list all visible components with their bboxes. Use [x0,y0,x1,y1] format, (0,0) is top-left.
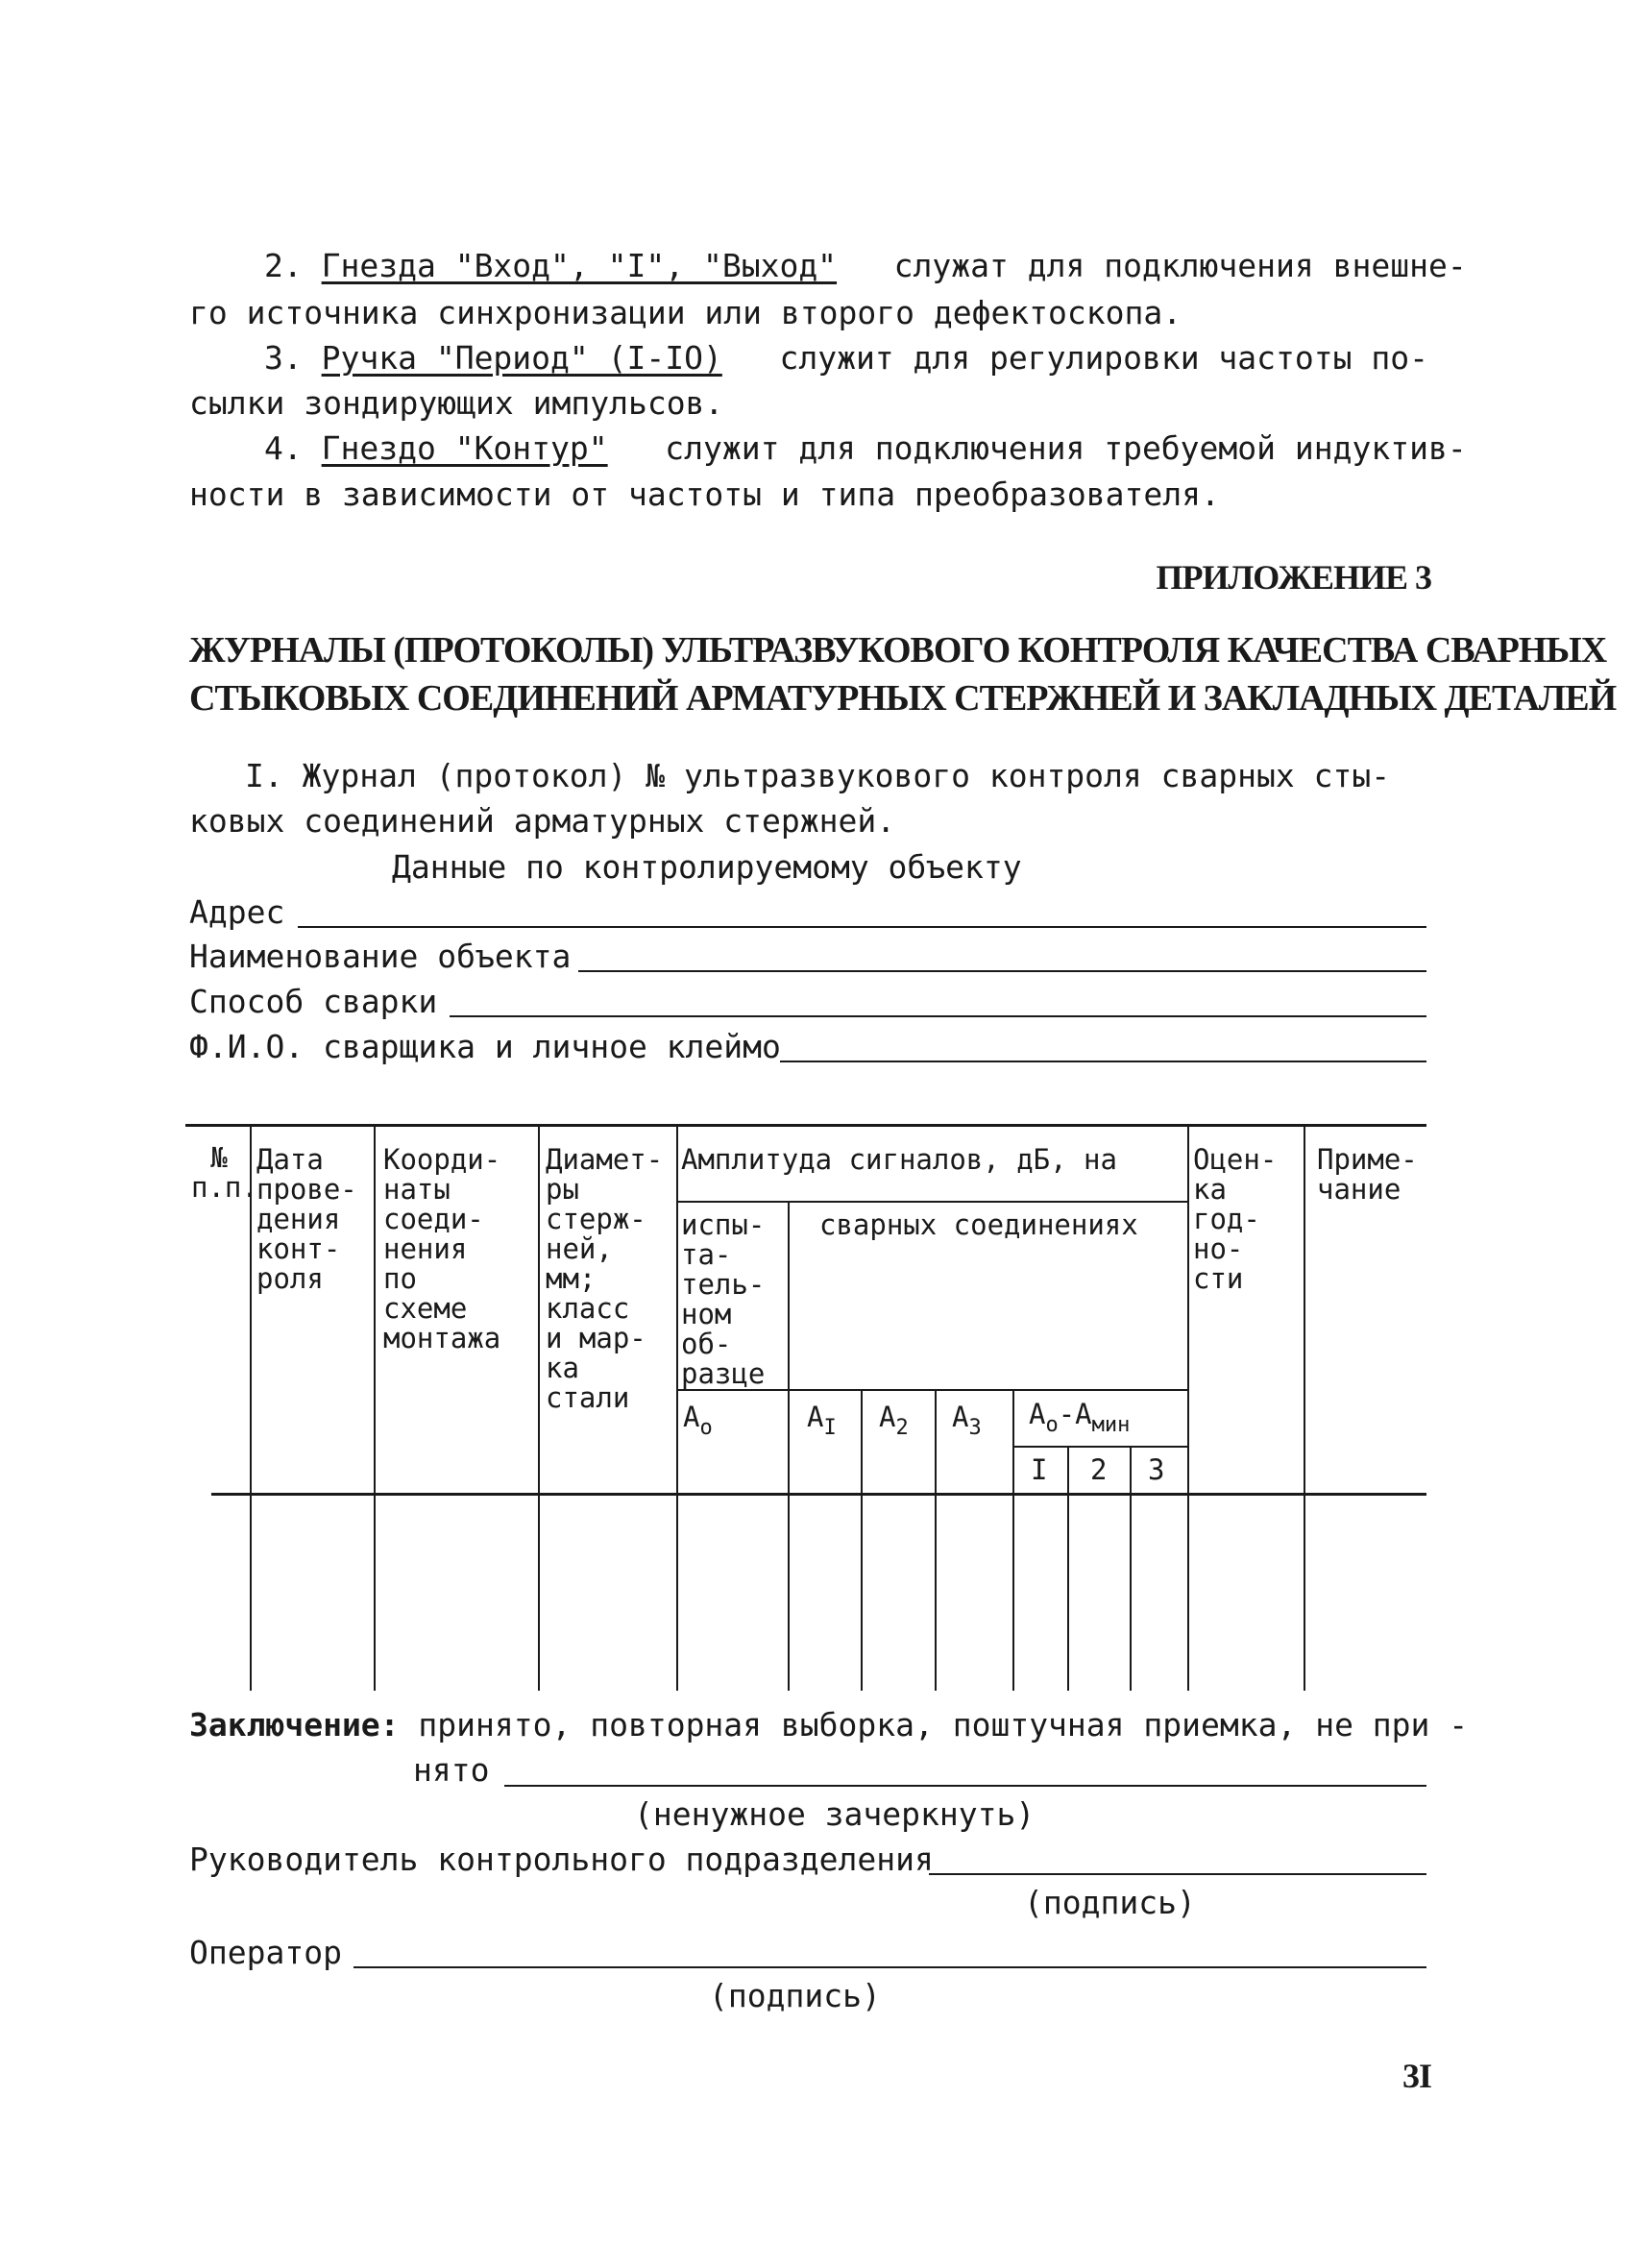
welding-method-label: Способ сварки [189,983,438,1020]
table-header-rule [211,1493,1426,1496]
v-line-2 [374,1124,376,1691]
conclusion-line[interactable] [504,1785,1426,1787]
head-signature-caption: (подпись) [1024,1884,1196,1921]
code-adiff-mid: -A [1058,1398,1092,1430]
inspection-table [185,1124,1426,1693]
code-a1-sub: I [823,1416,837,1440]
welding-method-line[interactable] [450,1015,1426,1017]
item-4-text: служит для подключения требуемой индуктив- [665,429,1467,467]
item-3-line1 [264,336,1428,380]
col-header-date: Дата прове- дения конт- роля [256,1143,357,1295]
object-data-heading: Данные по контролируемому объекту [392,848,1022,886]
head-label: Руководитель контрольного подразделения [189,1841,934,1878]
v-line-9 [1067,1446,1069,1691]
v-line-5 [788,1201,790,1691]
address-line[interactable] [298,926,1426,928]
section-title-line1: ЖУРНАЛЫ (ПРОТОКОЛЫ) УЛЬТРАЗВУКОВОГО КОНТРОЛЯ КАЧЕСТВА СВАРНЫХ [189,630,1607,671]
head-signature-line[interactable] [929,1873,1426,1875]
operator-label: Оператор [189,1934,342,1971]
conclusion-options: принято, повторная выборка, поштучная приемка, не при - [418,1706,1469,1744]
object-name-line[interactable] [578,970,1426,972]
v-line-12 [1304,1124,1305,1691]
code-a0 [683,1402,713,1443]
item-3-text: служит для регулировки частоты по- [779,339,1428,377]
v-line-1 [250,1124,252,1691]
page-number: 3I [1401,2057,1431,2095]
sub-col-2: 2 [1090,1453,1108,1486]
item-4-line2: ности в зависимости от частоты и типа преобразователя. [189,476,1220,513]
item-4-line1 [264,427,1467,471]
col-header-diameter: Диамет- ры стерж- ней, мм; класс и мар- ка стали [546,1143,664,1414]
item-4-num: 4. [264,429,303,467]
item-2-text: служат для подключения внешне- [893,247,1467,284]
v-line-4 [676,1124,678,1691]
code-a2 [879,1402,909,1443]
conclusion-label: Заключение: [189,1706,400,1744]
code-adiff [1029,1400,1130,1440]
col-header-note: Приме- чание [1317,1143,1418,1206]
v-line-8 [1012,1389,1014,1691]
sub-col-1: I [1031,1453,1048,1486]
journal-line2: ковых соединений арматурных стержней. [189,802,896,840]
amp-divider [676,1201,1187,1203]
address-label: Адрес [189,893,285,931]
code-a1 [807,1402,837,1443]
code-adiff-sub1: o [1045,1413,1059,1437]
v-line-6 [861,1389,863,1691]
col-header-rating: Оцен- ка год- но- сти [1193,1143,1278,1295]
col-header-number: № п.п. [191,1141,258,1204]
item-3-line2: сылки зондирующих импульсов. [189,384,724,422]
appendix-label: ПРИЛОЖЕНИЕ 3 [1156,558,1431,597]
code-a3-main: A [952,1401,969,1433]
col-header-amplitude: Амплитуда сигналов, дБ, на [681,1143,1117,1176]
adiff-divider [1012,1446,1187,1448]
v-line-11 [1187,1124,1189,1691]
conclusion-line2: нято [413,1751,490,1789]
code-a3 [952,1402,982,1443]
welder-line[interactable] [780,1061,1426,1062]
conclusion-note: (ненужное зачеркнуть) [634,1795,1036,1833]
object-name-label: Наименование объекта [189,938,572,975]
col-header-coords: Коорди- наты соеди- нения по схеме монтажа [383,1143,501,1354]
code-adiff-sub2: мин [1091,1413,1131,1437]
col-header-test-sample: испы- та- тель- ном об- разце [681,1208,766,1390]
v-line-3 [538,1124,540,1691]
section-title-line2: СТЫКОВЫХ СОЕДИНЕНИЙ АРМАТУРНЫХ СТЕРЖНЕЙ И ЗАКЛАДНЫХ ДЕТАЛЕЙ [189,678,1617,719]
code-a0-sub: o [699,1416,713,1440]
v-line-10 [1130,1446,1132,1691]
item-3-subject: Ручка "Период" (I-IO) [321,339,722,377]
code-a0-main: A [683,1401,700,1433]
sub-col-3: 3 [1148,1453,1165,1486]
code-a3-sub: 3 [968,1416,982,1440]
code-adiff-a: A [1029,1398,1046,1430]
item-2-num: 2. [264,247,303,284]
conclusion-line1 [189,1703,1468,1747]
operator-signature-caption: (подпись) [709,1977,881,2014]
operator-signature-line[interactable] [353,1966,1426,1968]
journal-line1: I. Журнал (протокол) № ультразвукового контроля сварных сты- [245,757,1391,794]
code-a2-main: A [879,1401,896,1433]
table-top-rule [185,1124,1426,1127]
welder-label: Ф.И.О. сварщика и личное клеймо [189,1028,781,1065]
code-a1-main: A [807,1401,824,1433]
col-header-welds: сварных соединениях [819,1208,1138,1241]
item-2-subject: Гнезда "Вход", "I", "Выход" [321,247,838,284]
item-2-line2: го источника синхронизации или второго дефектоскопа. [189,294,1182,331]
item-3-num: 3. [264,339,303,377]
item-4-subject: Гнездо "Контур" [321,429,608,467]
item-2-line1 [264,244,1467,288]
code-a2-sub: 2 [895,1416,909,1440]
v-line-7 [935,1389,937,1691]
